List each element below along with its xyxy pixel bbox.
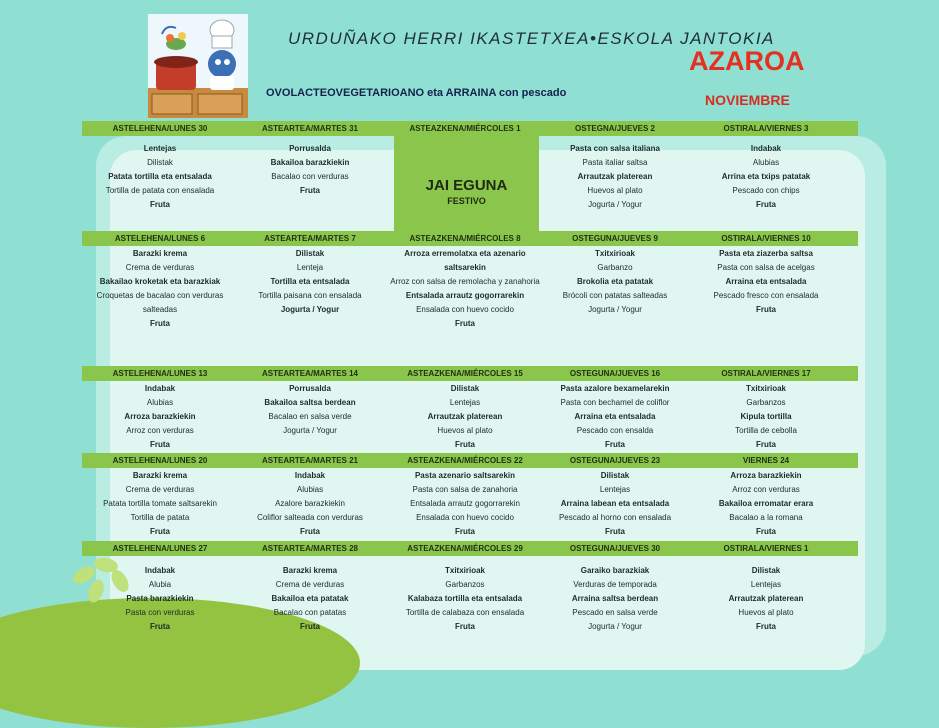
menu-dish: Bakailoa eta patatak [271, 594, 349, 603]
menu-dish: Indabak [750, 144, 782, 153]
menu-dish: Ensalada con huevo cocido [416, 305, 514, 314]
menu-dish: Fruta [756, 527, 776, 536]
menu-dish: Bacalao en salsa verde [268, 412, 352, 421]
menu-dish: Dilistak [600, 471, 630, 480]
menu-dish: Azalore barazkiekin [275, 499, 345, 508]
menu-dish: Crema de verduras [125, 485, 195, 494]
menu-dish: Arrautzak platerean [427, 412, 503, 421]
day-header: ASTEAZKENA/MIÉRCOLES 1 [409, 124, 521, 133]
menu-dish: Fruta [150, 440, 170, 449]
menu-dish: Garbanzo [597, 263, 633, 272]
menu-dish: Porrusalda [289, 144, 331, 153]
menu-dish: Pasta con bechamel de coliflor [560, 398, 670, 407]
menu-dish: Patata tortilla tomate saltsarekin [103, 499, 217, 508]
day-header: ASTEARTEA/MARTES 14 [261, 369, 358, 378]
menu-dish: Lenteja [296, 263, 324, 272]
day-menu-cell [540, 382, 690, 452]
menu-dish: Huevos al plato [437, 426, 493, 435]
day-header: OSTIRALA/VIERNES 10 [721, 234, 811, 243]
day-menu-cell [85, 382, 235, 452]
menu-dish: Indabak [144, 384, 176, 393]
menu-dish: Bacalao con verduras [271, 172, 349, 181]
day-menu-cell [235, 469, 385, 539]
menu-dish: Brócoli con patatas salteadas [562, 291, 668, 300]
menu-dish: Tortilla de patata con ensalada [105, 186, 215, 195]
menu-dish: Croquetas de bacalao con verduras salteadas [96, 291, 224, 314]
menu-dish: Porrusalda [289, 384, 331, 393]
day-menu-cell [390, 247, 540, 331]
day-header: ASTEAZKENA/MIÉRCOLES 15 [407, 369, 523, 378]
day-menu-cell [390, 469, 540, 539]
day-menu-cell [390, 382, 540, 452]
day-header: OSTIRALA/VIERNES 3 [723, 124, 809, 133]
menu-dish: Garbanzos [445, 580, 485, 589]
week-header-bar [82, 366, 858, 381]
menu-dish: Arrautzak platerean [728, 594, 804, 603]
menu-dish: Ensalada con huevo cocido [416, 513, 514, 522]
menu-dish: Patata tortilla eta entsalada [108, 172, 212, 181]
day-header: OSTEGUNA/JUEVES 23 [569, 456, 661, 465]
menu-dish: Fruta [150, 319, 170, 328]
day-menu-cell [235, 142, 385, 198]
menu-dish: Alubias [752, 158, 780, 167]
menu-dish: Pescado en salsa verde [572, 608, 658, 617]
menu-dish: Pescado fresco con ensalada [713, 291, 819, 300]
menu-dish: Pasta con salsa de acelgas [717, 263, 815, 272]
menu-dish: Tortilla de calabaza con ensalada [405, 608, 525, 617]
day-menu-cell [540, 247, 690, 317]
menu-dish: Arraina labean eta entsalada [560, 499, 670, 508]
menu-dish: Jogurta / Yogur [588, 200, 642, 209]
menu-dish: Arroza erremolatxa eta azenario saltsarekin [404, 249, 526, 272]
menu-dish: Pasta italiar saltsa [582, 158, 648, 167]
day-header: ASTEARTEA/MARTES 31 [261, 124, 358, 133]
week-header-bar [82, 121, 858, 136]
menu-dish: Fruta [455, 622, 475, 631]
menu-dish: Lentejas [143, 144, 177, 153]
menu-dish: Bakailoa saltsa berdean [264, 398, 356, 407]
day-header: ASTEARTEA/MARTES 28 [261, 544, 358, 553]
menu-dish: Tortilla paisana con ensalada [258, 291, 362, 300]
day-menu-cell [690, 564, 842, 634]
menu-dish: Arrina eta txips patatak [721, 172, 811, 181]
day-menu-cell [85, 564, 235, 634]
menu-dish: Tortilla de cebolla [735, 426, 797, 435]
day-header: OSTEGUNA/JUEVES 30 [569, 544, 661, 553]
month-title-basque: AZAROA [689, 46, 805, 76]
school-title: URDUÑAKO HERRI IKASTETXEA•ESKOLA JANTOKIA [288, 29, 775, 48]
menu-dish: Tortilla de patata [130, 513, 190, 522]
menu-dish: Indabak [144, 566, 176, 575]
day-menu-cell [85, 469, 235, 539]
menu-dish: Verduras de temporada [573, 580, 657, 589]
holiday-title: JAI EGUNA [425, 177, 508, 194]
menu-dish: Fruta [605, 527, 625, 536]
menu-dish: Pasta con salsa italiana [570, 144, 660, 153]
menu-dish: Fruta [756, 440, 776, 449]
menu-dish: Fruta [756, 622, 776, 631]
menu-dish: Huevos al plato [738, 608, 794, 617]
menu-dish: Fruta [455, 527, 475, 536]
day-menu-cell [235, 564, 385, 634]
menu-dish: Jogurta / Yogur [283, 426, 337, 435]
day-menu-cell [85, 247, 235, 331]
menu-dish: Arroz con salsa de remolacha y zanahoria [390, 277, 540, 286]
menu-dish: Crema de verduras [275, 580, 345, 589]
menu-dish: Jogurta / Yogur [588, 622, 642, 631]
day-header: OSTIRALA/VIERNES 17 [721, 369, 811, 378]
day-menu-cell [690, 142, 842, 212]
menu-dish: Garaiko barazkiak [580, 566, 650, 575]
menu-dish: Fruta [455, 319, 475, 328]
menu-dish: Dilistak [147, 158, 173, 167]
menu-dish: Entsalada arrautz gogorrarekin [410, 499, 520, 508]
menu-dish: Bacalao a la romana [729, 513, 803, 522]
menu-dish: Jogurta / Yogur [588, 305, 642, 314]
chef-cooking-illustration [148, 14, 248, 118]
menu-dish: Indabak [294, 471, 326, 480]
menu-dish: Kipula tortilla [740, 412, 792, 421]
month-title-spanish: NOVIEMBRE [705, 92, 790, 108]
menu-dish: Bacalao con patatas [273, 608, 347, 617]
menu-dish: Fruta [300, 527, 320, 536]
menu-dish: Pasta eta ziazerba saltsa [719, 249, 813, 258]
holiday-block [394, 136, 539, 231]
menu-dish: Barazki krema [132, 249, 188, 258]
day-menu-cell [540, 564, 690, 634]
menu-dish: Pasta azenario saltsarekin [414, 471, 516, 480]
menu-dish: Txitxirioak [594, 249, 635, 258]
week-header-bar [82, 541, 858, 556]
menu-dish: Arraina eta entsalada [574, 412, 656, 421]
day-header: ASTELEHENA/LUNES 27 [112, 544, 208, 553]
menu-dish: Pasta con salsa de zanahoria [412, 485, 518, 494]
menu-dish: Lentejas [449, 398, 481, 407]
holiday-subtitle: FESTIVO [447, 196, 486, 206]
menu-dish: Entsalada arrautz gogorrarekin [405, 291, 525, 300]
day-menu-cell [390, 564, 540, 634]
menu-dish: Bakailoa erromatar erara [718, 499, 814, 508]
day-header: ASTEARTEA/MARTES 21 [261, 456, 358, 465]
menu-dish: Barazki krema [132, 471, 188, 480]
menu-dish: Bakailoa barazkiekin [270, 158, 350, 167]
day-header: ASTELEHENA/LUNES 13 [112, 369, 208, 378]
menu-dish: Arrautzak platerean [577, 172, 653, 181]
day-header: ASTELEHENA/LUNES 20 [112, 456, 208, 465]
menu-dish: Coliflor salteada con verduras [257, 513, 363, 522]
day-header: ASTEAZKENA/MIÉRCOLES 8 [409, 234, 521, 243]
menu-dish: Dilistak [751, 566, 781, 575]
menu-dish: Lentejas [750, 580, 782, 589]
day-menu-cell [85, 142, 235, 212]
day-menu-cell [235, 382, 385, 438]
menu-dish: Garbanzos [746, 398, 786, 407]
day-header: VIERNES 24 [742, 456, 790, 465]
week-header-bar [82, 231, 858, 246]
day-header: ASTEARTEA/MARTES 7 [264, 234, 356, 243]
menu-dish: Pasta barazkiekin [126, 594, 194, 603]
menu-dish: Pescado con chips [732, 186, 800, 195]
day-menu-cell [690, 469, 842, 539]
menu-dish: Arraina eta entsalada [725, 277, 807, 286]
menu-dish: Fruta [150, 622, 170, 631]
menu-dish: Fruta [150, 200, 170, 209]
menu-dish: Fruta [455, 440, 475, 449]
menu-dish: Barazki krema [282, 566, 338, 575]
menu-dish: Dilistak [295, 249, 325, 258]
menu-dish: Pescado al horno con ensalada [558, 513, 672, 522]
menu-dish: Alubia [148, 580, 172, 589]
day-header: OSTEGNA/JUEVES 2 [574, 124, 656, 133]
menu-dish: Txitxirioak [745, 384, 786, 393]
day-header: ASTELEHENA/LUNES 6 [114, 234, 206, 243]
menu-dish: Jogurta / Yogur [280, 305, 340, 314]
menu-dish: Fruta [150, 527, 170, 536]
day-header: OSTEGUNA/JUEVES 9 [572, 234, 658, 243]
day-menu-cell [540, 142, 690, 212]
menu-dish: Alubias [296, 485, 324, 494]
menu-dish: Arroz con verduras [732, 485, 800, 494]
day-header: OSTIRALA/VIERNES 1 [723, 544, 809, 553]
menu-dish: Bakailao kroketak eta barazkiak [99, 277, 221, 286]
menu-dish: Fruta [605, 440, 625, 449]
day-menu-cell [540, 469, 690, 539]
menu-dish: Fruta [756, 305, 776, 314]
menu-dish: Arroza barazkiekin [124, 412, 196, 421]
menu-dish: Arraina saltsa berdean [571, 594, 659, 603]
day-header: ASTEAZKENA/MIÉRCOLES 29 [407, 544, 523, 553]
day-header: ASTEAZKENA/MIÉRCOLES 22 [407, 456, 523, 465]
menu-dish: Tortilla eta entsalada [270, 277, 350, 286]
day-header: OSTEGUNA/JUEVES 16 [569, 369, 661, 378]
menu-dish: Pasta con verduras [125, 608, 195, 617]
menu-dish: Txitxirioak [444, 566, 485, 575]
menu-dish: Fruta [756, 200, 776, 209]
day-header: ASTELEHENA/LUNES 30 [112, 124, 208, 133]
menu-dish: Alubias [146, 398, 174, 407]
menu-dish: Brokolia eta patatak [576, 277, 654, 286]
day-menu-cell [690, 247, 842, 317]
day-menu-cell [235, 247, 385, 317]
menu-dish: Huevos al plato [587, 186, 643, 195]
menu-dish: Fruta [300, 186, 320, 195]
menu-dish: Fruta [300, 622, 320, 631]
menu-dish: Arroza barazkiekin [730, 471, 802, 480]
week-header-bar [82, 453, 858, 468]
menu-dish: Arroz con verduras [126, 426, 194, 435]
menu-dish: Pasta azalore bexamelarekin [560, 384, 670, 393]
day-menu-cell [690, 382, 842, 452]
menu-dish: Dilistak [450, 384, 480, 393]
menu-dish: Kalabaza tortilla eta entsalada [407, 594, 523, 603]
menu-dish: Crema de verduras [125, 263, 195, 272]
menu-type-label: OVOLACTEOVEGETARIOANO eta ARRAINA con pescado [266, 87, 567, 99]
menu-dish: Pescado con ensalda [576, 426, 654, 435]
menu-dish: Lentejas [599, 485, 631, 494]
